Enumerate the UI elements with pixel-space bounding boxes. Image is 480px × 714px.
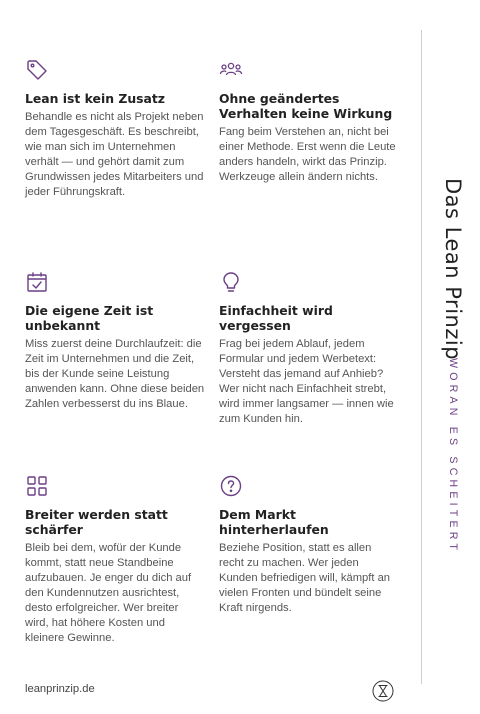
card-verhalten — [219, 58, 399, 185]
card-body: Behandle es nicht als Projekt neben dem Tagesgeschäft. Es beschreibt, wie man sich im Unternehmen verhält — und gehört damit zum Grundwissen jedes Mitarbeiters und jeder Führungskraft. — [25, 111, 204, 198]
hourglass-logo-icon — [372, 680, 394, 702]
people-icon — [219, 58, 243, 82]
card-body: Bleib bei dem, wofür der Kunde kommt, statt neue Standbeine aufzubauen. Je enger du dich auf den Kundennutzen ausrichtest, desto erfolgreicher. Wer breiter wird, hat höhere Kosten und kleinere Gewinne. — [25, 542, 192, 644]
page-subtitle: WORAN ES SCHEITERT — [447, 358, 459, 555]
calendar-check-icon — [25, 270, 49, 294]
card-body: Miss zuerst deine Durchlaufzeit: die Zeit im Unternehmen und die Zeit, bis der Kunde seine Leistung anwenden kann. Ohne diese beiden Zahlen verbesserst du ins Blaue. — [25, 338, 205, 410]
question-circle-icon — [219, 474, 243, 498]
footer-url: leanprinzip.de — [25, 683, 95, 695]
card-body: Frag bei jedem Ablauf, jedem Formular und jedem Werbetext: Versteht das jemand auf Anhieb? Wer nicht nach Einfachheit strebt, wird immer langsamer — innen wie zum Kunden hin. — [219, 338, 394, 425]
card-lean-kein-zusatz — [25, 58, 205, 200]
card-title: Einfachheit wird vergessen — [219, 303, 333, 333]
grid-icon — [25, 474, 49, 498]
card-title: Die eigene Zeit ist unbekannt — [25, 303, 154, 333]
tag-icon — [25, 58, 49, 82]
page-title: Das Lean Prinzip — [441, 178, 465, 361]
card-breiter — [25, 474, 205, 646]
lightbulb-icon — [219, 270, 243, 294]
card-title: Lean ist kein Zusatz — [25, 91, 166, 106]
card-title: Breiter werden statt schärfer — [25, 507, 168, 537]
card-title: Ohne geändertes Verhalten keine Wirkung — [219, 91, 393, 121]
card-body: Fang beim Verstehen an, nicht bei einer Methode. Erst wenn die Leute anders handeln, wirkt das Prinzip. Werkzeuge allein ändern nichts. — [219, 126, 396, 183]
card-einfachheit — [219, 270, 399, 427]
card-markt — [219, 474, 399, 616]
vertical-divider — [421, 30, 422, 684]
card-title: Dem Markt hinterherlaufen — [219, 507, 329, 537]
card-body: Beziehe Position, statt es allen recht zu machen. Wer jeden Kunden befriedigen will, kämpft an vielen Fronten und bündelt seine Kraft nirgends. — [219, 542, 391, 614]
card-eigene-zeit — [25, 270, 205, 412]
